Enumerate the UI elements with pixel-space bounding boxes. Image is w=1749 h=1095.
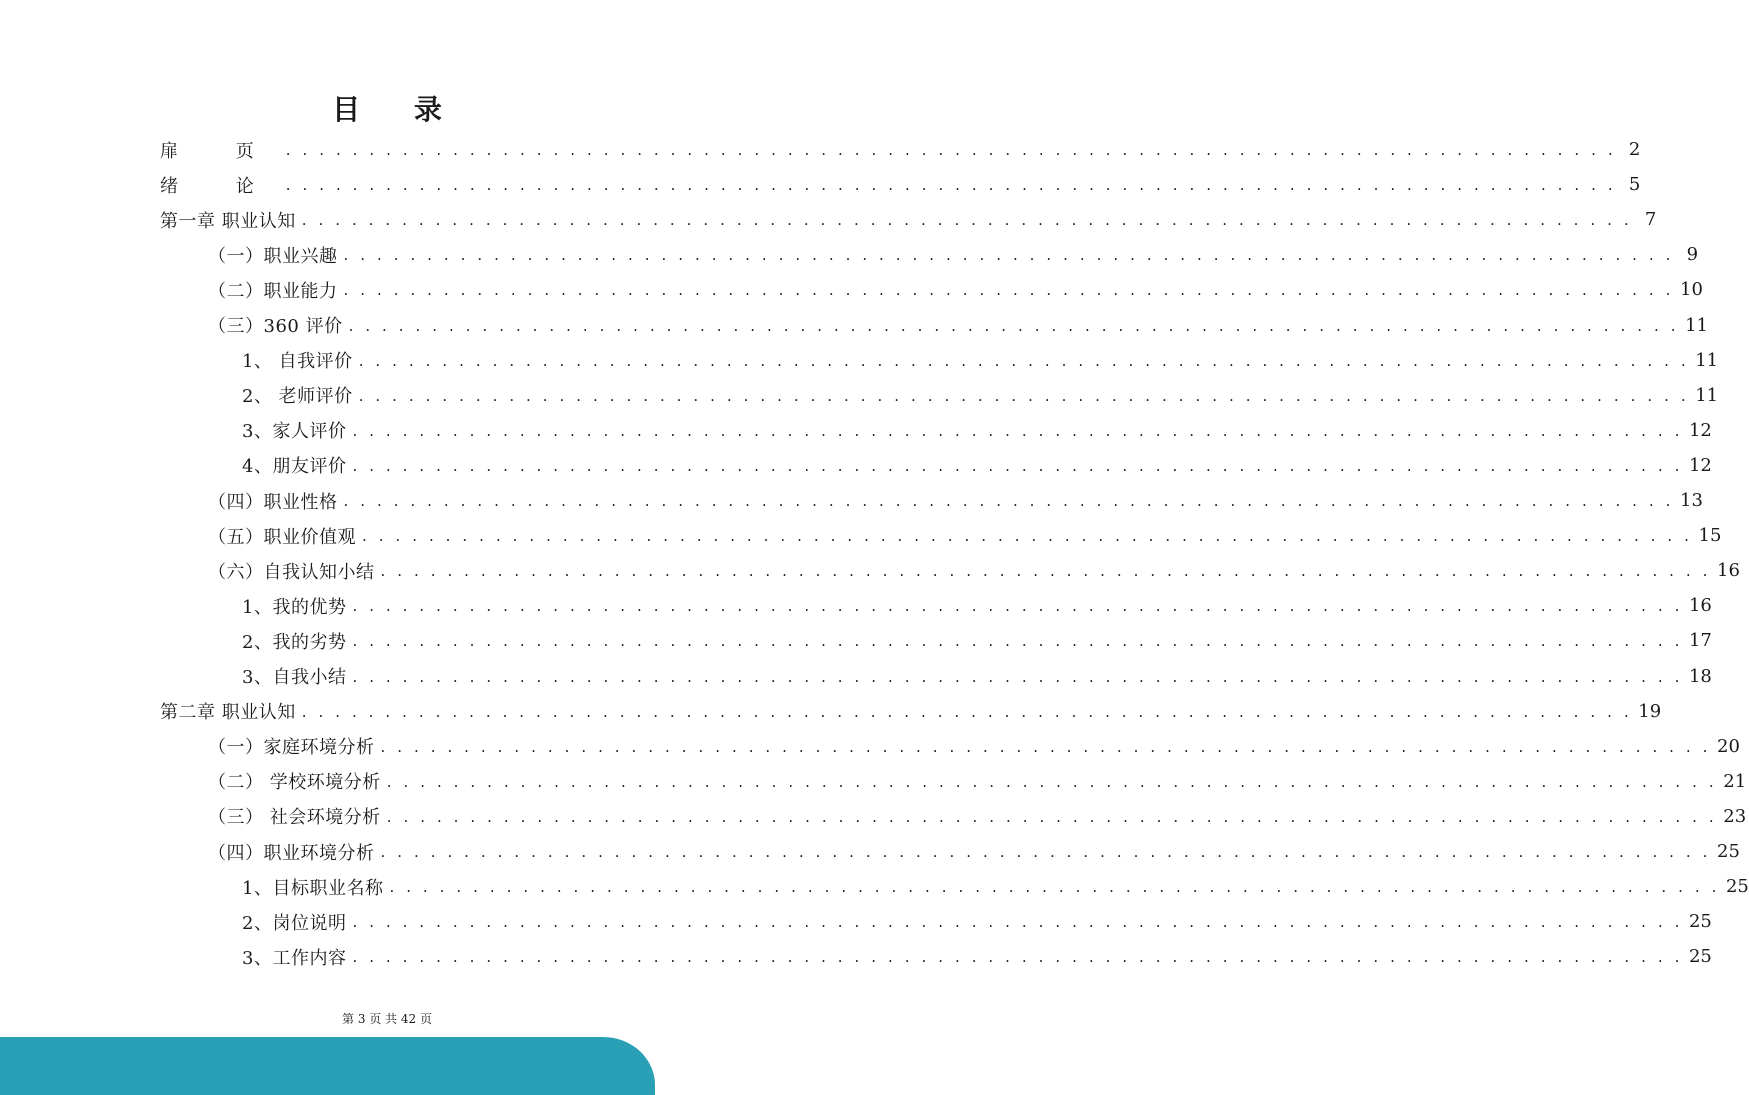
toc-entry-page: 16: [1688, 595, 1712, 617]
toc-entry[interactable]: [208, 272, 1703, 307]
toc-entry[interactable]: [242, 448, 1712, 483]
toc-dot-leader: . . . . . . . . . . . . . . . . . . . . . . . . . . . . . . . . . . . . . . . . . . . . . . . . . . . . . . . . . . . . . . . . . . . . . . . . . . . . . . . .: [348, 316, 1680, 335]
toc-entry-label: （二）职业能力: [208, 280, 338, 302]
toc-dot-leader: . . . . . . . . . . . . . . . . . . . . . . . . . . . . . . . . . . . . . . . . . . . . . . . . . . . . . . . . . . . . . . . . . . . . . . . . . . . . . . . .: [352, 667, 1683, 686]
toc-dot-leader: . . . . . . . . . . . . . . . . . . . . . . . . . . . . . . . . . . . . . . . . . . . . . . . . . . . . . . . . . . . . . . . . . . . . . . . . . . . . . . . .: [352, 948, 1683, 967]
toc-entry[interactable]: [242, 904, 1712, 939]
toc-entry-label: 第一章 职业认知: [160, 210, 296, 232]
toc-entry-page: 15: [1698, 525, 1722, 547]
toc-entry-page: 12: [1688, 454, 1712, 476]
toc-entry-label: 绪 论: [160, 175, 280, 197]
toc-dot-leader: . . . . . . . . . . . . . . . . . . . . . . . . . . . . . . . . . . . . . . . . . . . . . . . . . . . . . . . . . . . . . . . . . . . . . . . . . . . . . . . .: [352, 456, 1683, 475]
toc-entry[interactable]: [242, 588, 1712, 623]
toc-dot-leader: . . . . . . . . . . . . . . . . . . . . . . . . . . . . . . . . . . . . . . . . . . . . . . . . . . . . . . . . . . . . . . . . . . . . . . . . . . . . . . . .: [358, 386, 1690, 405]
toc-entry-page: 10: [1680, 279, 1703, 301]
toc-entry[interactable]: [242, 869, 1749, 904]
toc-dot-leader: . . . . . . . . . . . . . . . . . . . . . . . . . . . . . . . . . . . . . . . . . . . . . . . . . . . . . . . . . . . . . . . . . . . . . . . . . . . . . . . .: [343, 246, 1675, 265]
toc-entry-label: （二） 学校环境分析: [208, 772, 381, 794]
toc-dot-leader: . . . . . . . . . . . . . . . . . . . . . . . . . . . . . . . . . . . . . . . . . . . . . . . . . . . . . . . . . . . . . . . . . . . . . . . . . . . . . . . .: [358, 351, 1690, 370]
toc-entry[interactable]: [242, 378, 1719, 413]
toc-entry-label: 1、 自我评价: [242, 351, 353, 373]
toc-entry[interactable]: [208, 518, 1722, 553]
toc-entry-label: 4、朋友评价: [242, 456, 347, 478]
toc-entry-label: 2、 老师评价: [242, 386, 353, 408]
toc-entry-label: 第二章 职业认知: [160, 702, 296, 724]
toc-dot-leader: . . . . . . . . . . . . . . . . . . . . . . . . . . . . . . . . . . . . . . . . . . . . . . . . . . . . . . . . . . . . . . . . . . . . . . . . . . . . . . . .: [301, 211, 1633, 230]
toc-dot-leader: . . . . . . . . . . . . . . . . . . . . . . . . . . . . . . . . . . . . . . . . . . . . . . . . . . . . . . . . . . . . . . . . . . . . . . . . . . . . . . . .: [380, 562, 1712, 581]
toc-entry-page: 23: [1723, 805, 1747, 827]
toc-entry-page: 19: [1638, 700, 1662, 722]
toc-entry-page: 11: [1695, 349, 1719, 371]
toc-dot-leader: . . . . . . . . . . . . . . . . . . . . . . . . . . . . . . . . . . . . . . . . . . . . . . . . . . . . . . . . . . . . . . . . . . . . . . . . . . . . . . . .: [343, 492, 1675, 510]
toc-entry[interactable]: [208, 799, 1747, 834]
toc-entry[interactable]: [242, 659, 1712, 694]
toc-entry[interactable]: [160, 694, 1662, 729]
toc-dot-leader: . . . . . . . . . . . . . . . . . . . . . . . . . . . . . . . . . . . . . . . . . . . . . . . . . . . . . . . . . . . . . . . . . . . . . . . . . . . . . . . .: [352, 632, 1683, 651]
toc-entry-page: 21: [1723, 770, 1747, 792]
toc-entry[interactable]: [208, 237, 1699, 272]
toc-entry-label: 1、我的优势: [242, 596, 347, 618]
toc-entry-page: 5: [1628, 174, 1641, 196]
toc-title: 目 录: [332, 93, 464, 126]
toc-entry-label: 3、家人评价: [242, 421, 347, 443]
toc-entry[interactable]: [208, 729, 1740, 764]
toc-dot-leader: . . . . . . . . . . . . . . . . . . . . . . . . . . . . . . . . . . . . . . . . . . . . . . . . . . . . . . . . . . . . . . . . . . . . . . . . . . . . . . . .: [301, 702, 1633, 721]
footer-band: [0, 1037, 655, 1095]
toc-entry-label: （五）职业价值观: [208, 526, 356, 548]
toc-dot-leader: . . . . . . . . . . . . . . . . . . . . . . . . . . . . . . . . . . . . . . . . . . . . . . . . . . . . . . . . . . . . . . . . . . . . . . . . . . . . . . . .: [386, 807, 1718, 826]
toc-entry-page: 17: [1688, 630, 1712, 652]
toc-entry-page: 2: [1628, 139, 1641, 160]
toc-entry[interactable]: [242, 623, 1712, 658]
toc-entry-label: （四）职业性格: [208, 491, 338, 513]
toc-entry-page: 9: [1686, 244, 1699, 266]
toc-entry[interactable]: [160, 202, 1657, 237]
toc-entry-page: 13: [1680, 490, 1703, 511]
toc-entry[interactable]: [242, 343, 1719, 378]
toc-entry-page: 25: [1688, 946, 1712, 968]
toc-entry-label: 3、工作内容: [242, 947, 347, 969]
toc-entry-page: 18: [1688, 665, 1712, 687]
toc-dot-leader: . . . . . . . . . . . . . . . . . . . . . . . . . . . . . . . . . . . . . . . . . . . . . . . . . . . . . . . . . . . . . . . . . . . . . . . . . . . . . . . .: [386, 772, 1718, 791]
toc-entry-page: 25: [1717, 841, 1740, 862]
toc-entry-label: （一）职业兴趣: [208, 245, 338, 267]
toc-entry-label: （六）自我认知小结: [208, 561, 375, 583]
toc-dot-leader: . . . . . . . . . . . . . . . . . . . . . . . . . . . . . . . . . . . . . . . . . . . . . . . . . . . . . . . . . . . . . . . . . . . . . . . . . . . . . . . .: [389, 878, 1720, 897]
toc-entry[interactable]: [242, 939, 1712, 974]
toc-entry-label: 3、自我小结: [242, 667, 347, 688]
toc-dot-leader: . . . . . . . . . . . . . . . . . . . . . . . . . . . . . . . . . . . . . . . . . . . . . . . . . . . . . . . . . . . . . . . . . . . . . . . . . . . . . . . .: [352, 597, 1683, 616]
toc-entry-page: 25: [1725, 876, 1749, 898]
toc-entry[interactable]: [160, 132, 1641, 167]
toc-entry[interactable]: [208, 764, 1747, 799]
toc-entry-label: 2、岗位说明: [242, 912, 347, 934]
toc-entry[interactable]: [160, 167, 1641, 202]
toc-entry-page: 11: [1695, 384, 1719, 406]
toc-dot-leader: . . . . . . . . . . . . . . . . . . . . . . . . . . . . . . . . . . . . . . . . . . . . . . . . . . . . . . . . . . . . . . . . . . . . . . . . . . . . . . . .: [285, 176, 1617, 195]
toc-entry[interactable]: [242, 413, 1712, 448]
toc-entry-page: 16: [1717, 560, 1740, 582]
toc-entry-page: 12: [1688, 419, 1712, 441]
toc-entry[interactable]: [208, 834, 1740, 869]
toc-entry-page: 20: [1717, 735, 1740, 757]
toc-entry-label: 扉 页: [160, 140, 280, 162]
toc-entry-label: （一）家庭环境分析: [208, 737, 375, 759]
page-footer: 第 3 页 共 42 页: [342, 1012, 432, 1026]
toc-dot-leader: . . . . . . . . . . . . . . . . . . . . . . . . . . . . . . . . . . . . . . . . . . . . . . . . . . . . . . . . . . . . . . . . . . . . . . . . . . . . . . . .: [380, 843, 1712, 861]
toc-entry[interactable]: [208, 553, 1740, 588]
toc-dot-leader: . . . . . . . . . . . . . . . . . . . . . . . . . . . . . . . . . . . . . . . . . . . . . . . . . . . . . . . . . . . . . . . . . . . . . . . . . . . . . . . .: [352, 913, 1683, 932]
toc-entry-label: 2、我的劣势: [242, 631, 347, 653]
toc-dot-leader: . . . . . . . . . . . . . . . . . . . . . . . . . . . . . . . . . . . . . . . . . . . . . . . . . . . . . . . . . . . . . . . . . . . . . . . . . . . . . . . .: [343, 281, 1675, 300]
toc-dot-leader: . . . . . . . . . . . . . . . . . . . . . . . . . . . . . . . . . . . . . . . . . . . . . . . . . . . . . . . . . . . . . . . . . . . . . . . . . . . . . . . .: [285, 141, 1617, 159]
toc-dot-leader: . . . . . . . . . . . . . . . . . . . . . . . . . . . . . . . . . . . . . . . . . . . . . . . . . . . . . . . . . . . . . . . . . . . . . . . . . . . . . . . .: [352, 421, 1683, 440]
toc-entry-page: 25: [1688, 911, 1712, 933]
toc-dot-leader: . . . . . . . . . . . . . . . . . . . . . . . . . . . . . . . . . . . . . . . . . . . . . . . . . . . . . . . . . . . . . . . . . . . . . . . . . . . . . . . .: [380, 737, 1712, 756]
toc-entry-page: 7: [1644, 209, 1657, 231]
toc-entry-label: （三）360 评价: [208, 316, 343, 337]
toc-entry-page: 11: [1685, 314, 1709, 336]
toc-dot-leader: . . . . . . . . . . . . . . . . . . . . . . . . . . . . . . . . . . . . . . . . . . . . . . . . . . . . . . . . . . . . . . . . . . . . . . . . . . . . . . . .: [362, 527, 1693, 546]
toc-entry-label: （三） 社会环境分析: [208, 807, 381, 829]
toc-entry[interactable]: [208, 483, 1703, 518]
toc-entry-label: 1、目标职业名称: [242, 877, 384, 899]
toc-entry-label: （四）职业环境分析: [208, 842, 375, 864]
toc-entry[interactable]: [208, 308, 1709, 343]
